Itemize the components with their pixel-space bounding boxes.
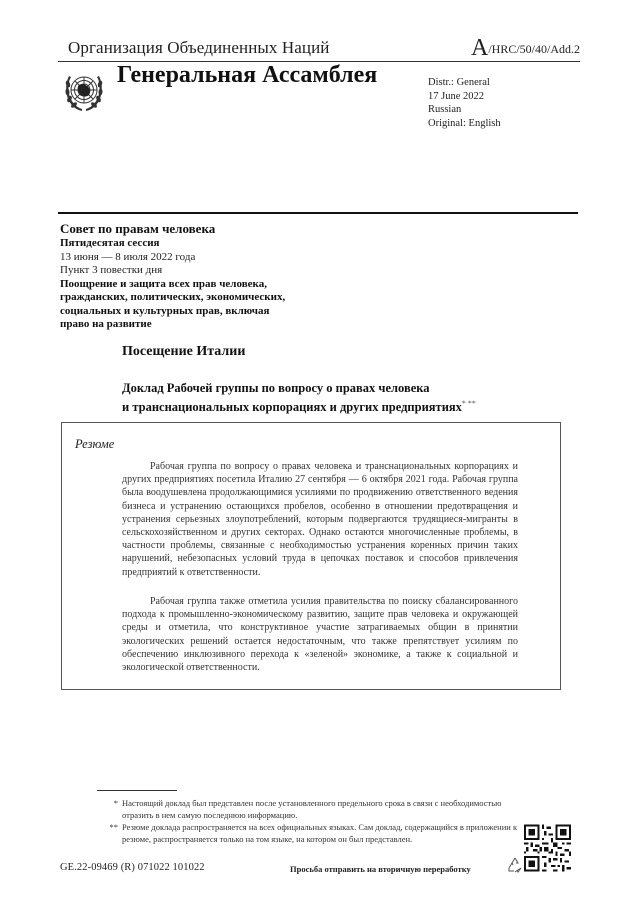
summary-paragraph: Рабочая группа также отметила усилия правительства по поиску сбалансированного подхода к промышленно-экономическому развитию, защите прав человека и окружающей среды и отметила, что конструктивное участие затрагиваемых общин в принятии экологических решений остается недостаточным, что также препятствует усилиям по обеспечению инклюзивного перехода к «зеленой» экономике, а также к социальной и экологической ответственности. bbox=[122, 596, 518, 674]
summary-paragraph: Рабочая группа по вопросу о правах человека и транснациональных корпорациях и других предприятиях посетила Италию 27 сентября — 6 октября 2021 года. Рабочая группа была воодушевлена продолжающимися усилиями по продвижению ответственного ведения бизнеса и устранению остающихся пробелов, особенно в отношении предотвращения и устранения серьезных злоупотреблений, которым подвергаются трудящиеся-мигранты в сельскохозяйственном и других секторах. Однако остаются многочисленные проблемы, в частности проблемы, связанные с необходимостью устранения коренных причин таких нарушений, небезопасных условий труда в цепочках поставок и способов привлечения предприятий к ответственности. bbox=[122, 461, 518, 578]
organization-name: Организация Объединенных Наций bbox=[68, 38, 330, 57]
recycle-icon bbox=[506, 856, 524, 874]
footnote bbox=[109, 821, 522, 845]
session-dates: 13 июня — 8 июля 2022 года bbox=[60, 250, 196, 263]
report-title-line: Доклад Рабочей группы по вопросу о правах человека bbox=[122, 381, 430, 395]
agenda-item: Пункт 3 повестки дня bbox=[60, 264, 163, 276]
council-info bbox=[60, 221, 320, 332]
agenda-title-line: гражданских, политических, экономических, bbox=[60, 291, 286, 303]
agenda-title-line: Поощрение и защита всех прав человека, bbox=[60, 277, 267, 290]
report-title bbox=[122, 380, 542, 415]
document-symbol bbox=[471, 36, 580, 60]
symbol-rest: /HRC/50/40/Add.2 bbox=[488, 42, 580, 56]
distribution-info bbox=[428, 76, 501, 130]
document-code: GE.22-09469 (R) 071022 101022 bbox=[60, 862, 205, 873]
assembly-title: Генеральная Ассамблея bbox=[117, 62, 378, 88]
footnote-text: Настоящий доклад был представлен после установленного предельного срока в связи с необходимостью отразить в нем самую последнюю информацию. bbox=[122, 798, 502, 820]
section-divider bbox=[58, 212, 578, 214]
visit-title: Посещение Италии bbox=[122, 344, 246, 359]
footnote-mark: ** bbox=[109, 822, 118, 832]
un-emblem-icon bbox=[63, 66, 105, 114]
agenda-title-line: право на развитие bbox=[60, 318, 152, 330]
footnote-mark: * bbox=[113, 798, 118, 808]
distr-type: Distr.: General bbox=[428, 77, 490, 88]
qr-code-icon bbox=[524, 824, 571, 872]
session-name: Пятидесятая сессия bbox=[60, 237, 160, 249]
distr-date: 17 June 2022 bbox=[428, 90, 484, 102]
summary-label: Резюме bbox=[75, 437, 115, 451]
footnote-text: Резюме доклада распространяется на всех официальных языках. Сам доклад, содержащийся в приложении к резюме, распространяется только на том языке, на котором он был представлен. bbox=[122, 822, 518, 844]
agenda-title-line: социальных и культурных прав, включая bbox=[60, 304, 270, 317]
distr-language: Russian bbox=[428, 104, 462, 115]
council-title: Совет по правам человека bbox=[60, 221, 216, 236]
symbol-letter: A bbox=[470, 35, 489, 61]
footnote bbox=[113, 797, 522, 821]
recycle-note: Просьба отправить на вторичную переработку bbox=[290, 864, 471, 874]
report-title-line: и транснациональных корпорациях и других предприятиях* ** bbox=[122, 399, 476, 415]
distr-original: Original: English bbox=[428, 117, 501, 129]
footnote-divider bbox=[97, 790, 177, 791]
footnote-marks: * ** bbox=[461, 399, 476, 408]
